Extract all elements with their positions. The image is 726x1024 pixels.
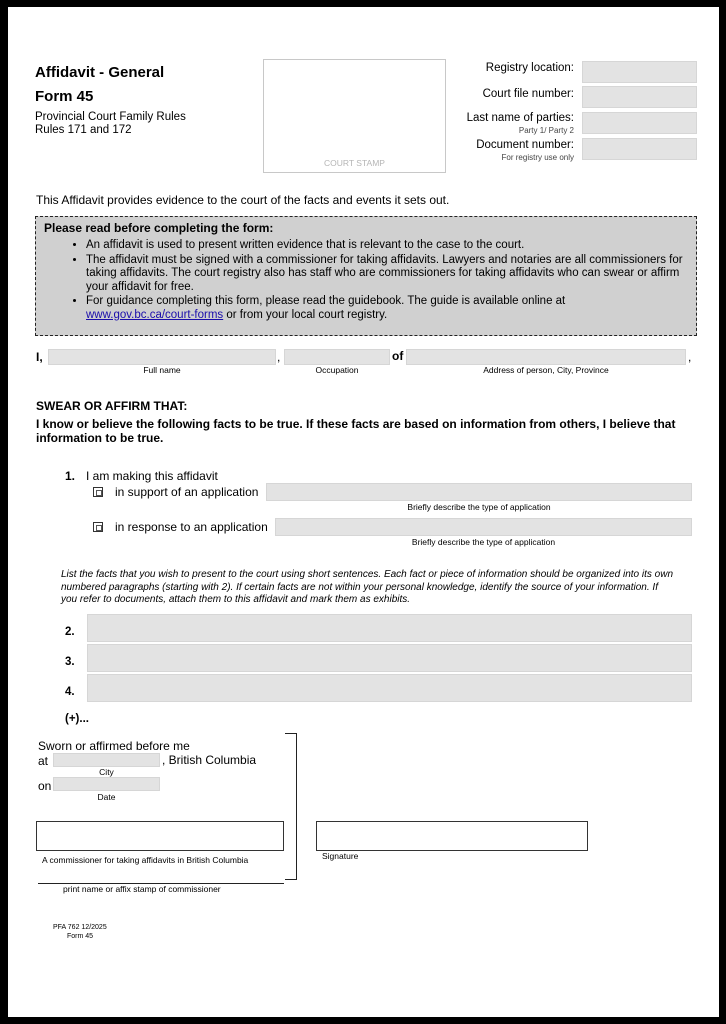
support-description-field[interactable] bbox=[266, 483, 692, 501]
fact-4-number: 4. bbox=[65, 686, 75, 698]
form-page bbox=[8, 7, 719, 1017]
province-label: , British Columbia bbox=[162, 753, 257, 767]
fact-3-field[interactable] bbox=[87, 644, 692, 672]
registry-location-label: Registry location: bbox=[485, 62, 574, 74]
fact-3-number: 3. bbox=[65, 656, 75, 668]
response-description-caption: Briefly describe the type of application bbox=[411, 537, 556, 547]
date-field[interactable] bbox=[53, 777, 160, 791]
document-number-field[interactable] bbox=[582, 138, 697, 160]
deponent-signature-box[interactable] bbox=[316, 821, 588, 851]
response-option-label: in response to an application bbox=[115, 520, 268, 534]
last-name-parties-sub: Party 1/ Party 2 bbox=[518, 126, 574, 135]
occupation-caption: Occupation bbox=[315, 365, 359, 375]
rules-line2: Rules 171 and 172 bbox=[35, 124, 132, 136]
city-caption: City bbox=[99, 767, 114, 777]
support-description-caption: Briefly describe the type of application bbox=[407, 502, 551, 512]
document-number-sub: For registry use only bbox=[501, 153, 574, 162]
court-file-number-field[interactable] bbox=[582, 86, 697, 108]
swear-heading: SWEAR OR AFFIRM THAT: bbox=[36, 399, 188, 413]
full-name-field[interactable] bbox=[48, 349, 276, 365]
at-label: at bbox=[38, 754, 49, 768]
rules-line1: Provincial Court Family Rules bbox=[35, 111, 186, 123]
fact-2-number: 2. bbox=[65, 626, 75, 638]
notice-bullet-2: • The affidavit must be signed with a commissioner for taking affidavits. Lawyers and notaries are all commissioners for taking affidavits. The court registry also has staff who are commissioners for taking affidavits who can swear or affirm your affidavit for free. bbox=[86, 254, 688, 295]
sworn-bracket bbox=[285, 733, 297, 880]
signature-caption: Signature bbox=[322, 851, 359, 861]
document-number-label: Document number: bbox=[476, 139, 574, 151]
court-forms-link[interactable]: www.gov.bc.ca/court-forms bbox=[86, 308, 224, 321]
date-caption: Date bbox=[97, 792, 116, 802]
sworn-line: Sworn or affirmed before me bbox=[38, 739, 190, 753]
court-file-number-label: Court file number: bbox=[482, 88, 574, 100]
commissioner-caption: A commissioner for taking affidavits in British Columbia bbox=[42, 855, 249, 865]
full-name-caption: Full name bbox=[143, 365, 181, 375]
support-checkbox[interactable] bbox=[93, 487, 103, 497]
notice-heading: Please read before completing the form: bbox=[44, 221, 274, 235]
add-fact-button[interactable]: (+)... bbox=[65, 713, 89, 725]
last-name-parties-field[interactable] bbox=[582, 112, 697, 134]
fact-2-field[interactable] bbox=[87, 614, 692, 642]
notice-bullet-3 bbox=[86, 295, 688, 322]
form-title: Affidavit - General bbox=[35, 64, 165, 81]
commissioner-signature-box[interactable] bbox=[36, 821, 284, 851]
notice-bullet-1: • An affidavit is used to present written evidence that is relevant to the case to the court. bbox=[86, 239, 688, 253]
response-checkbox[interactable] bbox=[93, 522, 103, 532]
court-stamp-box bbox=[263, 59, 446, 173]
registry-location-field[interactable] bbox=[582, 61, 697, 83]
facts-instructions: List the facts that you wish to present to the court using short sentences. Each fact or piece of information should be organized into its own numbered paragraphs (starting with 2). If certain facts are not within your personal knowledge, identify the source of your information. If you refer to documents, attach them to this affidavit and mark them as exhibits. bbox=[61, 569, 674, 605]
city-field[interactable] bbox=[53, 753, 160, 767]
on-label: on bbox=[38, 779, 52, 793]
court-stamp-label: COURT STAMP bbox=[324, 158, 385, 168]
support-option-label: in support of an application bbox=[115, 485, 259, 499]
print-name-caption: print name or affix stamp of commissioner bbox=[63, 884, 221, 894]
occupation-field[interactable] bbox=[284, 349, 390, 365]
footer-code: PFA 762 12/2025 bbox=[53, 924, 107, 931]
intro-text: This Affidavit provides evidence to the court of the facts and events it sets out. bbox=[36, 193, 450, 207]
notice-bullet-3-text: For guidance completing this form, please read the guidebook. The guide is available online at bbox=[86, 295, 566, 307]
i-label: I, bbox=[36, 350, 43, 364]
notice-bullet-3-tail: or from your local court registry. bbox=[223, 308, 388, 321]
footer-form: Form 45 bbox=[67, 933, 94, 940]
item-1-number: 1. bbox=[65, 469, 76, 483]
address-field[interactable] bbox=[406, 349, 686, 365]
notice-list bbox=[44, 239, 688, 322]
response-description-field[interactable] bbox=[275, 518, 692, 536]
form-number: Form 45 bbox=[35, 88, 94, 105]
item-1-text: I am making this affidavit bbox=[86, 469, 218, 483]
notice-box bbox=[35, 216, 697, 336]
last-name-parties-label: Last name of parties: bbox=[466, 112, 574, 124]
of-label: of bbox=[392, 349, 404, 363]
address-caption: Address of person, City, Province bbox=[483, 365, 609, 375]
identity-comma-2: , bbox=[688, 350, 692, 364]
fact-4-field[interactable] bbox=[87, 674, 692, 702]
swear-statement: I know or believe the following facts to be true. If these facts are based on information from others, I believe that information to be true. bbox=[36, 417, 676, 445]
identity-comma-1: , bbox=[277, 350, 281, 364]
